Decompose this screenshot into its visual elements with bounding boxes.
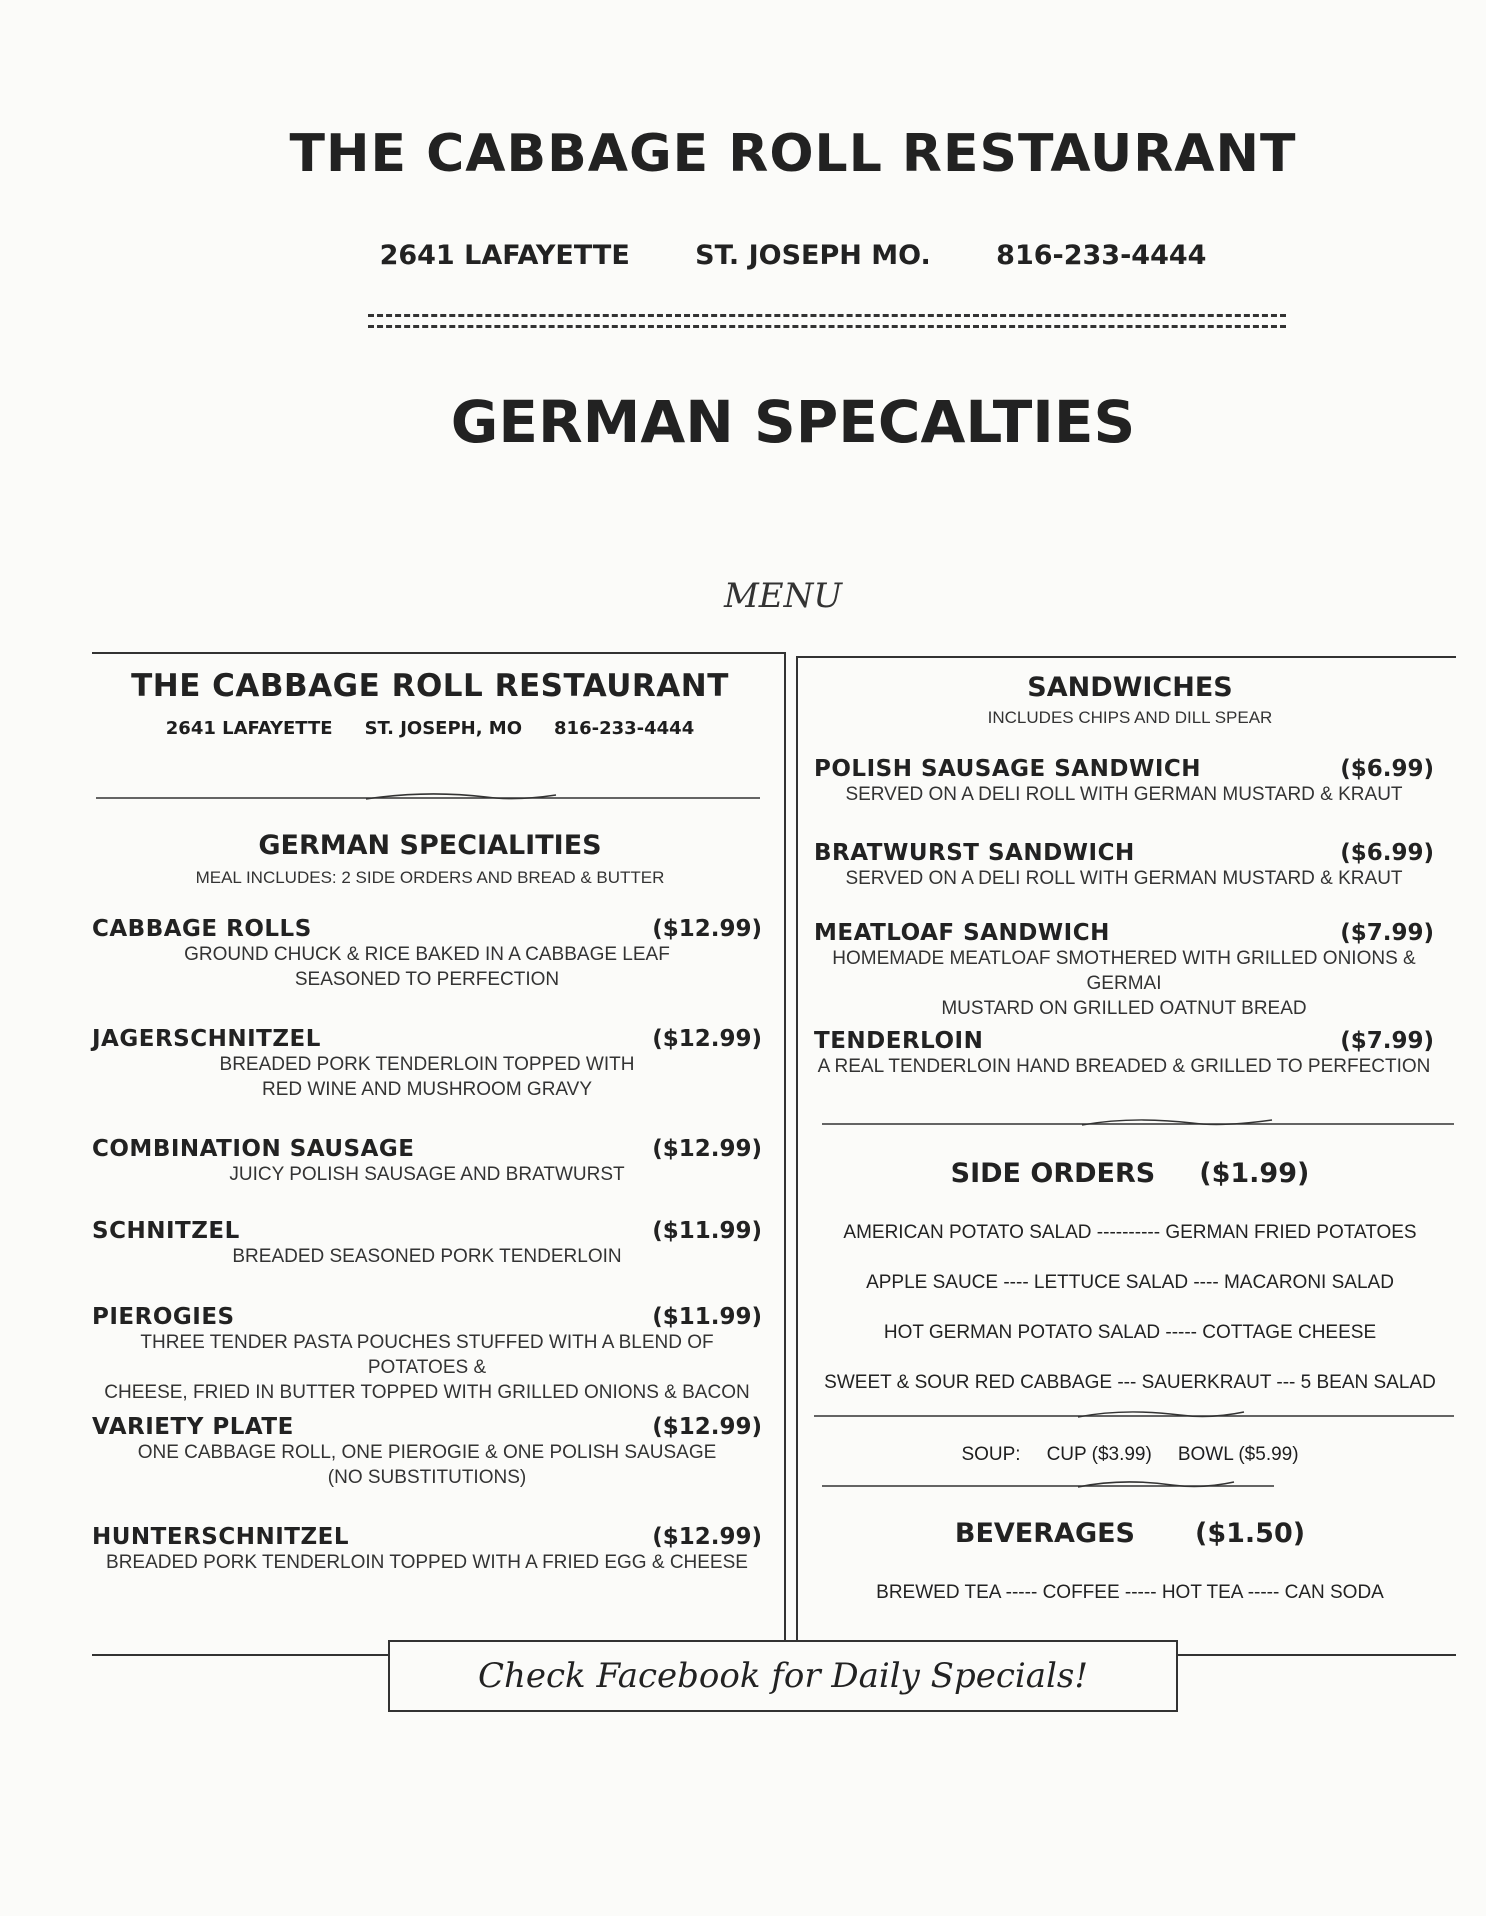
specialty-description: RED WINE AND MUSHROOM GRAVY — [261, 1079, 593, 1100]
sandwiches-note: INCLUDES CHIPS AND DILL SPEAR — [987, 708, 1273, 727]
side-order-line: AMERICAN POTATO SALAD ---------- GERMAN FRIED POTATOES — [843, 1222, 1417, 1243]
left-contact — [92, 718, 768, 739]
beverages-heading — [812, 1518, 1448, 1549]
sandwich-description: SERVED ON A DELI ROLL WITH GERMAN MUSTARD & KRAUT — [845, 784, 1403, 805]
specialty-price: ($12.99) — [652, 1026, 762, 1052]
double-rule-divider — [368, 314, 1286, 328]
sandwich-name: BRATWURST SANDWICH — [814, 840, 1135, 866]
specialty-price: ($12.99) — [652, 916, 762, 942]
specialty-name: HUNTERSCHNITZEL — [92, 1524, 350, 1550]
specialty-price: ($11.99) — [652, 1218, 762, 1244]
sandwich-name: POLISH SAUSAGE SANDWICH — [814, 756, 1202, 782]
restaurant-title: THE CABBAGE ROLL RESTAURANT — [289, 124, 1297, 184]
specialty-description: ONE CABBAGE ROLL, ONE PIEROGIE & ONE POLISH SAUSAGE — [137, 1442, 717, 1463]
specialty-description: CHEESE, FRIED IN BUTTER TOPPED WITH GRILLED ONIONS & BACON — [104, 1382, 750, 1403]
left-restaurant-name: THE CABBAGE ROLL RESTAURANT — [131, 668, 729, 704]
specialty-item — [92, 1524, 762, 1575]
beverages-price: ($1.50) — [1195, 1518, 1306, 1549]
header-address: 2641 LAFAYETTE — [379, 240, 630, 271]
specialty-item — [92, 1304, 762, 1405]
specialty-name: JAGERSCHNITZEL — [92, 1026, 321, 1052]
specialty-description: BREADED PORK TENDERLOIN TOPPED WITH — [219, 1054, 635, 1075]
frame-bottom-right — [1174, 1654, 1456, 1656]
side-order-line: SWEET & SOUR RED CABBAGE --- SAUERKRAUT --- 5 BEAN SALAD — [824, 1372, 1436, 1393]
left-panel — [92, 668, 768, 739]
sandwich-price: ($7.99) — [1340, 920, 1434, 946]
sandwich-description: SERVED ON A DELI ROLL WITH GERMAN MUSTARD & KRAUT — [845, 868, 1403, 889]
specialty-name: SCHNITZEL — [92, 1218, 240, 1244]
left-city: ST. JOSEPH, MO — [364, 718, 523, 739]
side-orders-price: ($1.99) — [1199, 1158, 1310, 1189]
soup-line — [812, 1444, 1448, 1466]
specialty-price: ($11.99) — [652, 1304, 762, 1330]
side-order-line: APPLE SAUCE ---- LETTUCE SALAD ---- MACARONI SALAD — [866, 1272, 1394, 1293]
frame-right-divider — [796, 656, 798, 1642]
specialty-item — [92, 1218, 762, 1269]
german-specialities-heading: GERMAN SPECIALITIES — [258, 830, 602, 861]
specialty-name: PIEROGIES — [92, 1304, 235, 1330]
daily-specials-banner — [388, 1640, 1178, 1712]
specialty-description: THREE TENDER PASTA POUCHES STUFFED WITH A BLEND OF POTATOES & — [140, 1332, 714, 1378]
beverages-title: BEVERAGES — [954, 1518, 1135, 1549]
soup-label: SOUP: — [961, 1444, 1021, 1465]
side-order-line: HOT GERMAN POTATO SALAD ----- COTTAGE CHEESE — [883, 1322, 1377, 1343]
specialty-item — [92, 1414, 762, 1490]
right-swirl-divider-2 — [814, 1410, 1454, 1422]
header-phone: 816-233-4444 — [996, 240, 1207, 271]
sandwich-description: HOMEMADE MEATLOAF SMOTHERED WITH GRILLED ONIONS & GERMAI — [832, 948, 1416, 994]
frame-left-divider — [784, 652, 786, 1642]
frame-bottom-left — [92, 1654, 388, 1656]
sandwich-price: ($7.99) — [1340, 1028, 1434, 1054]
specialty-item — [92, 916, 762, 992]
specialty-name: VARIETY PLATE — [92, 1414, 294, 1440]
frame-top-left — [92, 652, 784, 654]
specialties-heading: GERMAN SPECALTIES — [450, 388, 1136, 456]
menu-label: MENU — [723, 576, 843, 616]
sandwich-description: MUSTARD ON GRILLED OATNUT BREAD — [941, 998, 1307, 1019]
sandwich-item — [814, 756, 1434, 807]
specialty-description: SEASONED TO PERFECTION — [294, 969, 560, 990]
specialty-description: BREADED PORK TENDERLOIN TOPPED WITH A FRIED EGG & CHEESE — [106, 1552, 748, 1573]
side-orders-heading — [812, 1158, 1448, 1189]
beverages-list: BREWED TEA ----- COFFEE ----- HOT TEA ----- CAN SODA — [876, 1582, 1384, 1603]
specialty-description: BREADED SEASONED PORK TENDERLOIN — [232, 1246, 622, 1267]
daily-specials-text: Check Facebook for Daily Specials! — [477, 1656, 1089, 1696]
left-phone: 816-233-4444 — [554, 718, 695, 739]
sandwich-price: ($6.99) — [1340, 840, 1434, 866]
sandwich-name: MEATLOAF SANDWICH — [814, 920, 1110, 946]
side-orders-title: SIDE ORDERS — [950, 1158, 1156, 1189]
left-swirl-divider — [96, 792, 760, 804]
specialty-description: (NO SUBSTITUTIONS) — [327, 1467, 527, 1488]
sandwiches-heading: SANDWICHES — [1027, 672, 1233, 703]
left-address: 2641 LAFAYETTE — [165, 718, 333, 739]
sandwich-description: A REAL TENDERLOIN HAND BREADED & GRILLED TO PERFECTION — [817, 1056, 1431, 1077]
frame-top-right — [796, 656, 1456, 658]
soup-cup-price: CUP ($3.99) — [1046, 1444, 1152, 1465]
specialty-price: ($12.99) — [652, 1524, 762, 1550]
specialty-description: JUICY POLISH SAUSAGE AND BRATWURST — [229, 1164, 625, 1185]
sandwich-item — [814, 840, 1434, 891]
german-specialities-note: MEAL INCLUDES: 2 SIDE ORDERS AND BREAD & BUTTER — [195, 868, 665, 887]
header-contact — [0, 240, 1486, 271]
specialty-description: GROUND CHUCK & RICE BAKED IN A CABBAGE LEAF — [184, 944, 670, 965]
specialty-item — [92, 1136, 762, 1187]
specialty-item — [92, 1026, 762, 1102]
specialty-name: CABBAGE ROLLS — [92, 916, 312, 942]
right-swirl-divider-3 — [822, 1480, 1274, 1492]
sandwich-name: TENDERLOIN — [814, 1028, 984, 1054]
specialty-price: ($12.99) — [652, 1414, 762, 1440]
right-swirl-divider-1 — [822, 1118, 1454, 1130]
sandwich-price: ($6.99) — [1340, 756, 1434, 782]
sandwich-item — [814, 1028, 1434, 1079]
header-city: ST. JOSEPH MO. — [695, 240, 931, 271]
specialty-price: ($12.99) — [652, 1136, 762, 1162]
sandwich-item — [814, 920, 1434, 1021]
soup-bowl-price: BOWL ($5.99) — [1177, 1444, 1299, 1465]
specialty-name: COMBINATION SAUSAGE — [92, 1136, 415, 1162]
